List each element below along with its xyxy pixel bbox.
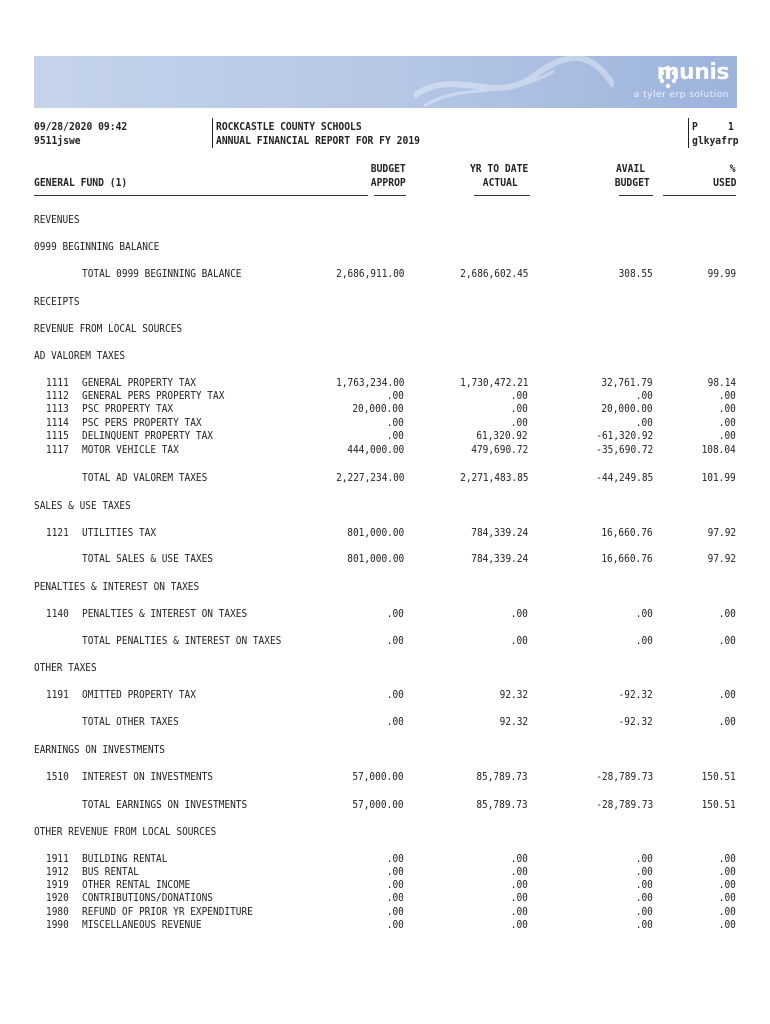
account-label: TOTAL SALES & USE TAXES (82, 552, 214, 565)
avail-budget-value: -92.32 (618, 715, 653, 728)
budget-approp-value: .00 (386, 429, 404, 442)
report-user: 9511jswe (34, 134, 81, 147)
section-heading (0, 581, 770, 593)
ytd-actual-value: .00 (510, 416, 528, 429)
pct-used-value: .00 (718, 634, 736, 647)
account-code: 1117 (46, 443, 69, 456)
account-code: 1114 (46, 416, 69, 429)
section-label: 0999 BEGINNING BALANCE (34, 240, 160, 253)
munis-logo-text: munis (656, 60, 729, 85)
pct-heading-2: USED (712, 176, 736, 189)
pct-used-value: 98.14 (707, 376, 736, 389)
account-code: 1990 (46, 918, 69, 931)
budget-approp-value: .00 (386, 607, 404, 620)
account-code: 1191 (46, 688, 69, 701)
pct-used-value: .00 (718, 852, 736, 865)
fund-heading: GENERAL FUND (1) (34, 176, 128, 189)
ytd-actual-value: .00 (510, 905, 528, 918)
budget-approp-value: .00 (386, 389, 404, 402)
account-label: REFUND OF PRIOR YR EXPENDITURE (82, 905, 253, 918)
budget-approp-value: .00 (386, 852, 404, 865)
section-heading (0, 350, 770, 362)
account-label: OTHER RENTAL INCOME (82, 878, 191, 891)
line-item-row (0, 608, 770, 620)
ytd-actual-value: .00 (510, 402, 528, 415)
account-label: BUS RENTAL (82, 865, 139, 878)
pct-used-value: .00 (718, 429, 736, 442)
pct-used-value: .00 (718, 918, 736, 931)
pct-used-value: 108.04 (701, 443, 736, 456)
line-item-row (0, 403, 770, 415)
section-heading (0, 744, 770, 756)
pct-used-value: 101.99 (701, 471, 736, 484)
total-row (0, 268, 770, 280)
avail-budget-value: -28,789.73 (596, 770, 653, 783)
avail-budget-value: 308.55 (618, 267, 653, 280)
avail-budget-value: .00 (635, 852, 653, 865)
account-label: MOTOR VEHICLE TAX (82, 443, 179, 456)
avail-heading-2: BUDGET (615, 176, 650, 189)
avail-heading-1: AVAIL (615, 162, 645, 175)
pct-used-value: .00 (718, 891, 736, 904)
budget-approp-value: 2,227,234.00 (335, 471, 404, 484)
section-heading (0, 296, 770, 308)
avail-budget-value: 20,000.00 (601, 402, 653, 415)
section-heading (0, 500, 770, 512)
total-row (0, 472, 770, 484)
account-code: 1920 (46, 891, 69, 904)
avail-budget-value: .00 (635, 918, 653, 931)
account-label: GENERAL PERS PROPERTY TAX (82, 389, 225, 402)
ytd-actual-value: .00 (510, 634, 528, 647)
pct-heading-1: % (730, 162, 736, 175)
section-label: EARNINGS ON INVESTMENTS (34, 743, 166, 756)
account-label: PENALTIES & INTEREST ON TAXES (82, 607, 248, 620)
account-label: OMITTED PROPERTY TAX (82, 688, 196, 701)
account-label: TOTAL OTHER TAXES (82, 715, 179, 728)
heading-rule-ytd (474, 195, 530, 196)
ytd-actual-value: 85,789.73 (476, 770, 528, 783)
line-item-row (0, 417, 770, 429)
section-label: REVENUES (34, 213, 80, 226)
ytd-actual-value: 1,730,472.21 (459, 376, 528, 389)
ytd-actual-value: .00 (510, 918, 528, 931)
line-item-row (0, 853, 770, 865)
account-code: 1112 (46, 389, 69, 402)
pct-used-value: 97.92 (707, 526, 736, 539)
section-heading (0, 323, 770, 335)
banner-swirl-decoration (414, 56, 614, 108)
heading-rule-fund (34, 195, 368, 196)
ytd-actual-value: .00 (510, 865, 528, 878)
pct-used-value: .00 (718, 878, 736, 891)
budget-heading-1: BUDGET (371, 162, 406, 175)
budget-approp-value: 801,000.00 (347, 526, 404, 539)
budget-approp-value: 57,000.00 (352, 770, 404, 783)
heading-rule-pct (663, 195, 736, 196)
avail-budget-value: -28,789.73 (596, 798, 653, 811)
account-code: 1140 (46, 607, 69, 620)
budget-approp-value: .00 (386, 918, 404, 931)
page-number: 1 (728, 120, 734, 133)
ytd-actual-value: 784,339.24 (471, 526, 528, 539)
ytd-actual-value: 92.32 (499, 688, 528, 701)
account-label: TOTAL EARNINGS ON INVESTMENTS (82, 798, 248, 811)
section-label: OTHER TAXES (34, 661, 97, 674)
account-label: TOTAL AD VALOREM TAXES (82, 471, 208, 484)
avail-budget-value: 32,761.79 (601, 376, 653, 389)
budget-heading-2: APPROP (371, 176, 406, 189)
pct-used-value: .00 (718, 865, 736, 878)
heading-rule-budget (374, 195, 406, 196)
account-label: CONTRIBUTIONS/DONATIONS (82, 891, 214, 904)
avail-budget-value: .00 (635, 416, 653, 429)
pct-used-value: .00 (718, 389, 736, 402)
report-datetime: 09/28/2020 09:42 (34, 120, 128, 133)
line-item-row (0, 771, 770, 783)
header-divider-right (688, 118, 689, 148)
pct-used-value: 150.51 (701, 770, 736, 783)
ytd-actual-value: 92.32 (499, 715, 528, 728)
total-row (0, 553, 770, 565)
avail-budget-value: .00 (635, 389, 653, 402)
budget-approp-value: .00 (386, 634, 404, 647)
avail-budget-value: -35,690.72 (596, 443, 653, 456)
avail-budget-value: -61,320.92 (596, 429, 653, 442)
avail-budget-value: -44,249.85 (596, 471, 653, 484)
pct-used-value: .00 (718, 905, 736, 918)
ytd-heading-1: YR TO DATE (469, 162, 528, 175)
account-code: 1980 (46, 905, 69, 918)
org-name: ROCKCASTLE COUNTY SCHOOLS (216, 120, 362, 133)
budget-approp-value: 1,763,234.00 (335, 376, 404, 389)
ytd-actual-value: .00 (510, 389, 528, 402)
line-item-row (0, 689, 770, 701)
page-label: P (692, 120, 698, 133)
budget-approp-value: 444,000.00 (347, 443, 404, 456)
account-label: GENERAL PROPERTY TAX (82, 376, 196, 389)
budget-approp-value: .00 (386, 905, 404, 918)
pct-used-value: 99.99 (707, 267, 736, 280)
avail-budget-value: 16,660.76 (601, 526, 653, 539)
budget-approp-value: 57,000.00 (352, 798, 404, 811)
section-label: AD VALOREM TAXES (34, 349, 126, 362)
report-code: glkyafrp (692, 134, 739, 147)
budget-approp-value: .00 (386, 878, 404, 891)
account-code: 1510 (46, 770, 69, 783)
budget-approp-value: .00 (386, 416, 404, 429)
account-label: PSC PROPERTY TAX (82, 402, 174, 415)
account-code: 1919 (46, 878, 69, 891)
budget-approp-value: 20,000.00 (352, 402, 404, 415)
account-label: DELINQUENT PROPERTY TAX (82, 429, 214, 442)
pct-used-value: 150.51 (701, 798, 736, 811)
section-heading (0, 826, 770, 838)
line-item-row (0, 527, 770, 539)
line-item-row (0, 430, 770, 442)
account-label: BUILDING RENTAL (82, 852, 168, 865)
pct-used-value: .00 (718, 607, 736, 620)
section-heading (0, 662, 770, 674)
account-label: MISCELLANEOUS REVENUE (82, 918, 202, 931)
ytd-actual-value: 61,320.92 (476, 429, 528, 442)
account-label: TOTAL 0999 BEGINNING BALANCE (82, 267, 242, 280)
section-heading (0, 241, 770, 253)
line-item-row (0, 390, 770, 402)
ytd-actual-value: .00 (510, 878, 528, 891)
pct-used-value: 97.92 (707, 552, 736, 565)
line-item-row (0, 377, 770, 389)
ytd-actual-value: 2,686,602.45 (459, 267, 528, 280)
ytd-actual-value: 2,271,483.85 (459, 471, 528, 484)
heading-rule-avail (619, 195, 653, 196)
line-item-row (0, 919, 770, 931)
pct-used-value: .00 (718, 715, 736, 728)
section-label: OTHER REVENUE FROM LOCAL SOURCES (34, 825, 217, 838)
budget-approp-value: .00 (386, 715, 404, 728)
ytd-actual-value: .00 (510, 607, 528, 620)
pct-used-value: .00 (718, 688, 736, 701)
account-code: 1113 (46, 402, 69, 415)
budget-approp-value: .00 (386, 865, 404, 878)
ytd-actual-value: .00 (510, 891, 528, 904)
report-title: ANNUAL FINANCIAL REPORT FOR FY 2019 (216, 134, 420, 147)
budget-approp-value: 2,686,911.00 (335, 267, 404, 280)
section-label: REVENUE FROM LOCAL SOURCES (34, 322, 183, 335)
account-code: 1115 (46, 429, 69, 442)
account-code: 1912 (46, 865, 69, 878)
pct-used-value: .00 (718, 416, 736, 429)
budget-approp-value: .00 (386, 891, 404, 904)
budget-approp-value: 801,000.00 (347, 552, 404, 565)
account-label: TOTAL PENALTIES & INTEREST ON TAXES (82, 634, 282, 647)
account-label: INTEREST ON INVESTMENTS (82, 770, 214, 783)
ytd-actual-value: 85,789.73 (476, 798, 528, 811)
munis-logo-subtext: a tyler erp solution (633, 90, 729, 100)
ytd-actual-value: .00 (510, 852, 528, 865)
ytd-actual-value: 479,690.72 (471, 443, 528, 456)
section-heading (0, 214, 770, 226)
avail-budget-value: .00 (635, 865, 653, 878)
pct-used-value: .00 (718, 402, 736, 415)
report-banner (34, 56, 737, 108)
line-item-row (0, 866, 770, 878)
header-divider-left (212, 118, 213, 148)
account-code: 1121 (46, 526, 69, 539)
line-item-row (0, 444, 770, 456)
section-label: PENALTIES & INTEREST ON TAXES (34, 580, 200, 593)
avail-budget-value: .00 (635, 607, 653, 620)
line-item-row (0, 892, 770, 904)
account-code: 1111 (46, 376, 69, 389)
total-row (0, 635, 770, 647)
budget-approp-value: .00 (386, 688, 404, 701)
section-label: SALES & USE TAXES (34, 499, 131, 512)
avail-budget-value: .00 (635, 891, 653, 904)
line-item-row (0, 879, 770, 891)
total-row (0, 799, 770, 811)
avail-budget-value: 16,660.76 (601, 552, 653, 565)
avail-budget-value: .00 (635, 878, 653, 891)
account-code: 1911 (46, 852, 69, 865)
avail-budget-value: .00 (635, 905, 653, 918)
avail-budget-value: .00 (635, 634, 653, 647)
ytd-heading-2: ACTUAL (483, 176, 518, 189)
account-label: PSC PERS PROPERTY TAX (82, 416, 202, 429)
avail-budget-value: -92.32 (618, 688, 653, 701)
account-label: UTILITIES TAX (82, 526, 157, 539)
line-item-row (0, 906, 770, 918)
ytd-actual-value: 784,339.24 (471, 552, 528, 565)
section-label: RECEIPTS (34, 295, 80, 308)
total-row (0, 716, 770, 728)
